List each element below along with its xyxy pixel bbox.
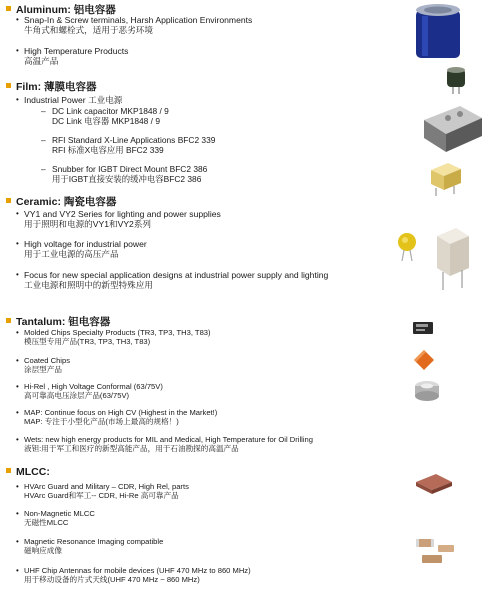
bullet-icon bbox=[6, 468, 11, 473]
list-item: • UHF Chip Antennas for mobile devices (UHF 470 MHz to 860 MHz) 用于移动设备的片式天线(UHF 470 MHz ~ 860 MHz) bbox=[24, 566, 251, 585]
list-item: • VY1 and VY2 Series for lighting and power supplies 用于照明和电源的VY1和VY2系列 bbox=[24, 209, 221, 229]
list-item: • Hi-Rel , High Voltage Conformal (63/75V) 高可靠高电压涂层产品(63/75V) bbox=[24, 382, 163, 401]
mlcc-strip-photo bbox=[414, 535, 458, 571]
film-power-capacitor-photo bbox=[420, 100, 484, 155]
list-item: • High voltage for industrial power 用于工业电源的高压产品 bbox=[24, 239, 147, 259]
list-item: • High Temperature Products 高温产品 bbox=[24, 46, 128, 66]
hv-ceramic-box-photo bbox=[434, 224, 472, 292]
sub-list-item: – Snubber for IGBT Direct Mount BFC2 386 用于IGBT直接安装的缓冲电容BFC2 386 bbox=[52, 164, 207, 184]
list-item: • Magnetic Resonance Imaging compatible 磁响应成像 bbox=[24, 537, 163, 556]
ceramic-disc-photo bbox=[395, 232, 419, 262]
list-item: • Non-Magnetic MLCC 无磁性MLCC bbox=[24, 509, 95, 528]
molded-chip-photo bbox=[412, 321, 434, 335]
coated-chip-photo bbox=[412, 348, 436, 372]
list-item: • Industrial Power 工业电源 bbox=[24, 95, 122, 105]
list-item: • Focus for new special application designs at industrial power supply and lighting 工业电源和照明中的新型特殊应用 bbox=[24, 270, 328, 290]
tantalum-heading bbox=[6, 314, 110, 329]
ceramic-heading bbox=[6, 194, 116, 209]
tantalum-title: Tantalum: 钽电容器 bbox=[16, 316, 111, 328]
film-heading bbox=[6, 79, 97, 94]
mlcc-title: MLCC: bbox=[16, 466, 50, 478]
mlcc-chip-photo bbox=[414, 470, 454, 496]
list-item: • Wets: new high energy products for MIL and Medical, High Temperature for Oil Drilling 液钽:用于军工和医疗的新型高能产品，用于石油勘探的高温产品 bbox=[24, 435, 313, 454]
aluminum-capacitor-photo bbox=[412, 2, 464, 62]
list-item: • Coated Chips 涂层型产品 bbox=[24, 356, 70, 375]
ceramic-title: Ceramic: 陶瓷电容器 bbox=[16, 196, 117, 208]
film-title: Film: 薄膜电容器 bbox=[16, 81, 97, 93]
list-item: • Molded Chips Specialty Products (TR3, TP3, TH3, T83) 模压型专用产品(TR3, TP3, TH3, T83) bbox=[24, 328, 211, 347]
bullet-icon bbox=[6, 198, 11, 203]
aluminum-title: Aluminum: 铝电容器 bbox=[16, 4, 116, 16]
sub-list-item: – RFI Standard X-Line Applications BFC2 339 RFI 标准X电容应用 BFC2 339 bbox=[52, 135, 215, 155]
sub-list-item: – DC Link capacitor MKP1848 / 9 DC Link 电容器 MKP1848 / 9 bbox=[52, 106, 169, 126]
bullet-icon bbox=[6, 6, 11, 11]
list-item: • HVArc Guard and Military – CDR, High Rel, parts HVArc Guard和军工-- CDR, Hi-Re 高可靠产品 bbox=[24, 482, 189, 501]
box-capacitor-photo bbox=[428, 160, 464, 198]
list-item: • MAP: Continue focus on High CV (Highest in the Market!) MAP: 专注于小型化产品(市场上最高的规格！) bbox=[24, 408, 217, 427]
bullet-icon bbox=[6, 318, 11, 323]
list-item: • Snap-In & Screw terminals, Harsh Application Environments 牛角式和螺栓式，适用于恶劣环境 bbox=[24, 15, 252, 35]
radial-capacitor-photo bbox=[444, 67, 468, 95]
mlcc-heading bbox=[6, 466, 50, 478]
bullet-icon bbox=[6, 83, 11, 88]
conformal-capacitor-photo bbox=[413, 378, 441, 404]
